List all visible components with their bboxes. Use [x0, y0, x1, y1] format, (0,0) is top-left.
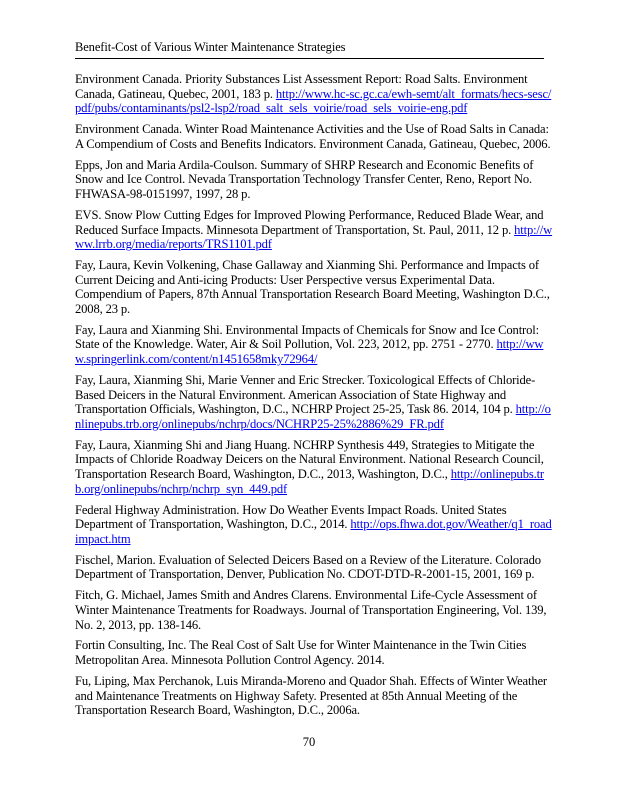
reference-text: Fay, Laura, Xianming Shi, Marie Venner and Eric Strecker. Toxicological Effects of Chloride-Based Deicers in the Natural Environment. American Association of State Highway and Transportation Officials, Washington, D.C., NCHRP Project 25-25, Task 86. 2014, 104 p. [75, 373, 536, 417]
reference-text: Fay, Laura, Xianming Shi and Jiang Huang. NCHRP Synthesis 449, Strategies to Mitigate the Impacts of Chloride Roadway Deicers on the Natural Environment. National Research Council, Transportation Research Board, Washington, D.C., 2013, Washington, D.C., [75, 437, 544, 481]
reference-entry [75, 122, 553, 151]
reference-text: Fay, Laura and Xianming Shi. Environmental Impacts of Chemicals for Snow and Ice Control: State of the Knowledge. Water, Air & Soil Pollution, Vol. 223, 2012, pp. 2751 - 2770. [75, 322, 539, 352]
reference-link[interactable]: http://www.lrrb.org/media/reports/TRS1101.pdf [75, 222, 553, 252]
running-header: Benefit-Cost of Various Winter Maintenance Strategies [75, 40, 346, 54]
reference-link[interactable]: http://www.hc-sc.gc.ca/ewh-semt/alt_formats/hecs-sesc/pdf/pubs/contaminants/psl2-lsp2/road_salt_sels_voirie/road_sels_voirie-eng.pdf [75, 86, 552, 116]
reference-list [75, 72, 553, 724]
reference-entry [75, 72, 553, 116]
reference-text: Environment Canada. Priority Substances List Assessment Report: Road Salts. Environment Canada, Gatineau, Quebec, 2001, 183 p. [75, 72, 528, 101]
page-number: 70 [302, 735, 316, 749]
reference-entry [75, 373, 553, 431]
reference-link[interactable]: http://www.springerlink.com/content/n1451658mky72964/ [75, 337, 544, 367]
reference-entry [75, 674, 553, 718]
header-rule [75, 58, 544, 59]
reference-text: Fay, Laura, Kevin Volkening, Chase Gallaway and Xianming Shi. Performance and Impacts of Current Deicing and Anti-icing Products: User Perspective versus Experimental Data. Compendium of Papers, 87th Annual Transportation Research Board Meeting, Washington D.C., 2008, 23 p. [75, 258, 550, 316]
reference-link[interactable]: http://onlinepubs.trb.org/onlinepubs/nchrp/docs/NCHRP25-25%2886%29_FR.pdf [75, 402, 551, 431]
reference-text: Fitch, G. Michael, James Smith and Andres Clarens. Environmental Life-Cycle Assessment of Winter Maintenance Treatments for Roadways. Journal of Transportation Engineering, Vol. 139, No. 2, 2013, pp. 138-146. [75, 588, 547, 632]
reference-text: EVS. Snow Plow Cutting Edges for Improved Plowing Performance, Reduced Blade Wear, and Reduced Surface Impacts. Minnesota Department of Transportation, St. Paul, 2011, 12 p. [75, 207, 544, 237]
reference-entry [75, 208, 553, 252]
reference-text: Epps, Jon and Maria Ardila-Coulson. Summary of SHRP Research and Economic Benefits of Snow and Ice Control. Nevada Transportation Technology Transfer Center, Reno, Report No. FHWASA-98-0151997, 1997, 28 p. [75, 157, 534, 201]
reference-link[interactable]: http://onlinepubs.trb.org/onlinepubs/nchrp/nchrp_syn_449.pdf [75, 466, 544, 496]
reference-link[interactable]: http://ops.fhwa.dot.gov/Weather/q1_roadimpact.htm [75, 517, 552, 546]
reference-entry [75, 438, 553, 496]
reference-text: Federal Highway Administration. How Do Weather Events Impact Roads. United States Department of Transportation, Washington, D.C., 2014. [75, 502, 507, 532]
reference-entry [75, 638, 553, 667]
reference-text: Fu, Liping, Max Perchanok, Luis Miranda-Moreno and Quador Shah. Effects of Winter Weather and Maintenance Treatments on Highway Safety. Presented at 85th Annual Meeting of the Transportation Research Board, Washington, D.C., 2006a. [75, 674, 547, 718]
reference-entry [75, 158, 553, 202]
reference-entry [75, 323, 553, 367]
reference-entry [75, 553, 553, 582]
reference-text: Fortin Consulting, Inc. The Real Cost of Salt Use for Winter Maintenance in the Twin Cities Metropolitan Area. Minnesota Pollution Control Agency. 2014. [75, 638, 527, 668]
reference-text: Environment Canada. Winter Road Maintenance Activities and the Use of Road Salts in Canada: A Compendium of Costs and Benefits Indicators. Environment Canada, Gatineau, Quebec, 2006. [75, 122, 551, 151]
reference-entry [75, 588, 553, 632]
reference-text: Fischel, Marion. Evaluation of Selected Deicers Based on a Review of the Literature. Colorado Department of Transportation, Denver, Publication No. CDOT-DTD-R-2001-15, 2001, 169 p. [75, 552, 541, 582]
reference-entry [75, 258, 553, 316]
reference-entry [75, 503, 553, 547]
